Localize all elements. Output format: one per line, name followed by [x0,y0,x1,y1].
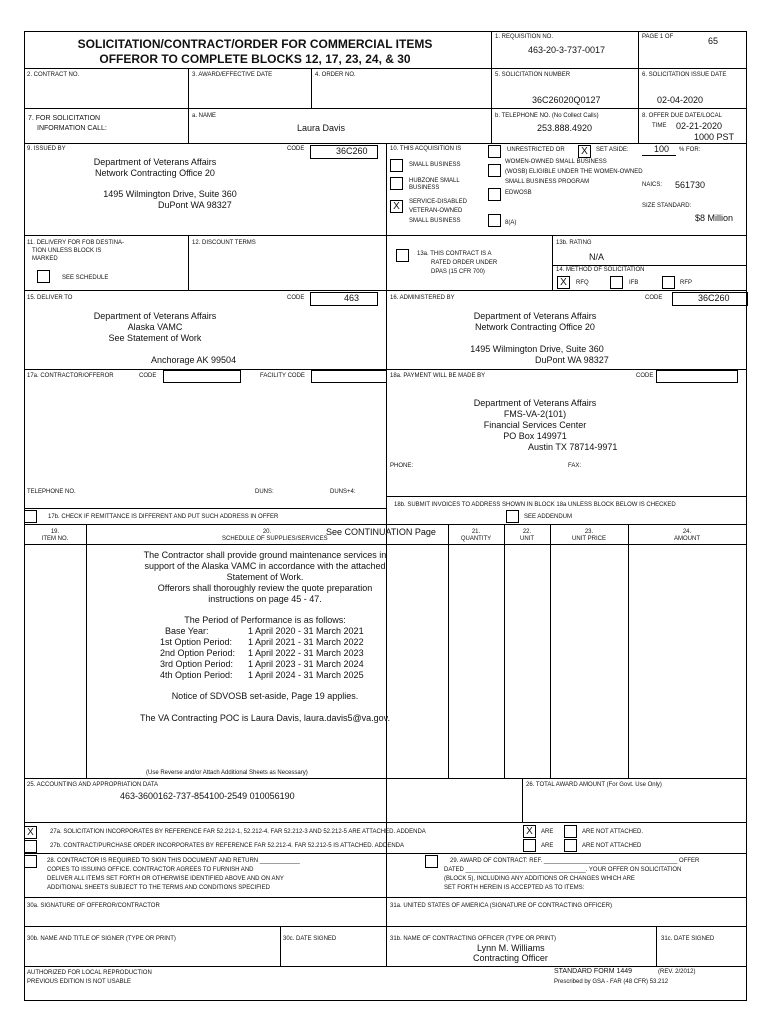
form-title-line1: SOLICITATION/CONTRACT/ORDER FOR COMMERCIAL ITEMS [77,37,433,51]
col-amount: AMOUNT [674,536,700,542]
deliver-to-line-1: Department of Veterans Affairs [93,311,217,321]
col-unit-price-num: 23. [584,529,594,535]
footer-form: STANDARD FORM 1449 [554,968,633,975]
administered-by-line-1: Department of Veterans Affairs [473,311,597,321]
payment-fax-label: FAX: [568,463,582,469]
continuation-page: See CONTINUATION Page [326,527,436,537]
issued-by-line-1: Department of Veterans Affairs [93,157,217,167]
schedule-para-1: The Contractor shall provide ground maintenance services in [143,550,387,560]
wosb-label-1: WOMEN-OWNED SMALL BUSINESS [505,159,607,165]
payment-phone-label: PHONE: [390,463,414,469]
order-no-label: 4. ORDER NO. [315,72,356,78]
28-line-2: COPIES TO ISSUING OFFICE. CONTRACTOR AGREES TO FURNISH AND [47,867,254,873]
hubzone-label-2: BUSINESS [409,185,440,191]
sdvosb-notice: Notice of SDVOSB set-aside, Page 19 applies. [171,691,359,701]
29-checkbox[interactable] [425,855,438,868]
deliver-to-line-2: Alaska VAMC [127,322,183,332]
delivery-label-1: 11. DELIVERY FOR FOB DESTINA- [27,240,125,246]
contact-phone: 253.888.4920 [537,123,593,133]
requisition-label: 1. REQUISITION NO. [495,34,554,40]
see-addendum-label: SEE ADDENDUM [524,514,573,520]
period-range-0: 1 April 2020 - 31 March 2021 [248,626,364,636]
27a-are-not-label: ARE NOT ATTACHED. [582,829,644,835]
issued-by-line-4: 1495 Wilmington Drive, Suite 360 [103,189,237,199]
issued-by-label: 9. ISSUED BY [27,146,66,152]
payment-line-3: Financial Services Center [483,420,587,430]
see-addendum-checkbox[interactable] [506,510,519,523]
wosb-label-2: (WOSB) ELIGIBLE UNDER THE WOMEN-OWNED [505,169,643,175]
col-quantity-num: 21. [471,529,481,535]
col-item-no-num: 19. [50,529,60,535]
unrestricted-checkbox[interactable] [488,145,501,158]
payment-label: 18a. PAYMENT WILL BE MADE BY [390,373,486,379]
sdvosb-label-1: SERVICE-DISABLED [409,199,467,205]
time-label: TIME [652,123,667,129]
27a-checkbox[interactable]: X [24,826,37,839]
due-time: 1000 PST [694,132,735,142]
8a-checkbox[interactable] [488,214,501,227]
page-label: PAGE 1 OF [642,34,674,40]
offeror-signature-label: 30a. SIGNATURE OF OFFEROR/CONTRACTOR [27,903,160,909]
rated-order-label-2: RATED ORDER UNDER [431,260,498,266]
28-checkbox[interactable] [24,855,37,868]
due-date: 02-21-2020 [676,121,723,131]
rating-label: 13b. RATING [556,240,592,246]
officer-signature-label: 31a. UNITED STATES OF AMERICA (SIGNATURE OF CONTRACTING OFFICER) [390,903,613,909]
payment-line-2: FMS-VA-2(101) [503,409,567,419]
27b-are-checkbox[interactable] [523,839,536,852]
period-range-4: 1 April 2024 - 31 March 2025 [248,670,364,680]
contact-name: Laura Davis [297,123,346,133]
29-line-2: DATED ____________________________________. YOUR OFFER ON SOLICITATION [444,867,682,873]
set-aside-percent: 100 [654,144,670,154]
rated-order-label-3: DPAS (15 CFR 700) [431,269,485,275]
small-business-label: SMALL BUSINESS [409,162,461,168]
signer-name-label: 30b. NAME AND TITLE OF SIGNER (TYPE OR PRINT) [27,936,176,942]
27a-are-not-checkbox[interactable] [564,825,577,838]
solicitation-number: 36C26020Q0127 [532,95,601,105]
submit-invoices-label: 18b. SUBMIT INVOICES TO ADDRESS SHOWN IN BLOCK 18a UNLESS BLOCK BELOW IS CHECKED [394,502,676,508]
set-aside-checkbox[interactable]: X [578,145,591,158]
duns4-label: DUNS+4: [330,489,356,495]
phone-label: b. TELEPHONE NO. (No Collect Calls) [495,113,599,119]
period-label-4: 4th Option Period: [160,670,233,680]
27b-text: 27b. CONTRACT/PURCHASE ORDER INCORPORATES BY REFERENCE FAR 52.212-4. FAR 52.212-5 IS ATTACHED. ADDENDA [50,843,404,849]
schedule-para-3: Statement of Work. [226,572,304,582]
col-item-no: ITEM NO. [41,536,69,542]
delivery-label-2: TION UNLESS BLOCK IS [32,248,102,254]
payment-line-4: PO Box 149971 [503,431,567,441]
administered-by-code-label: CODE [645,295,663,301]
27b-are-not-label: ARE NOT ATTACHED [582,843,642,849]
rfp-label: RFP [680,280,692,286]
col-schedule-num: 20. [262,529,272,535]
28-line-1: 28. CONTRACTOR IS REQUIRED TO SIGN THIS DOCUMENT AND RETURN ____________ [47,858,300,864]
issued-by-code-label: CODE [287,146,305,152]
page-total: 65 [708,36,719,46]
small-business-checkbox[interactable] [390,159,403,172]
period-range-3: 1 April 2023 - 31 March 2024 [248,659,364,669]
period-label-3: 3rd Option Period: [160,659,234,669]
payment-line-1: Department of Veterans Affairs [473,398,597,408]
period-title: The Period of Performance is as follows: [184,615,346,625]
8a-label: 8(A) [505,220,517,226]
delivery-label-3: MARKED [32,256,58,262]
contract-no-label: 2. CONTRACT NO. [27,72,80,78]
contractor-label: 17a. CONTRACTOR/OFFEROR [27,373,114,379]
payment-code-label: CODE [636,373,654,379]
period-label-1: 1st Option Period: [160,637,233,647]
duns-label: DUNS: [255,489,274,495]
officer-name: Lynn M. Williams [477,943,545,953]
remittance-label: 17b. CHECK IF REMITTANCE IS DIFFERENT AND PUT SUCH ADDRESS IN OFFER [48,514,279,520]
deliver-to-line-3: See Statement of Work [108,333,202,343]
period-label-2: 2nd Option Period: [160,648,236,658]
officer-date-label: 31c. DATE SIGNED [661,936,715,942]
issued-by-code: 36C260 [336,146,368,156]
29-line-3: (BLOCK 5), INCLUDING ANY ADDITIONS OR CHANGES WHICH ARE [444,876,635,882]
deliver-to-code-label: CODE [287,295,305,301]
award-date-label: 3. AWARD/EFFECTIVE DATE [192,72,273,78]
officer-title: Contracting Officer [473,953,548,963]
requisition-number: 463-20-3-737-0017 [528,45,606,55]
administered-by-line-2: Network Contracting Office 20 [475,322,595,332]
contractor-code-box[interactable] [163,370,241,383]
name-label: a. NAME [192,113,217,119]
ifb-label: IFB [629,280,639,286]
set-aside-label: SET ASIDE: [596,147,629,153]
period-range-2: 1 April 2022 - 31 March 2023 [248,648,364,658]
poc-notice: The VA Contracting POC is Laura Davis, laura.davis5@va.gov. [140,713,390,723]
administered-by-line-4: 1495 Wilmington Drive, Suite 360 [470,344,604,354]
edwosb-label: EDWOSB [505,190,532,196]
28-line-3: DELIVER ALL ITEMS SET FORTH OR OTHERWISE IDENTIFIED ABOVE AND ON ANY [47,876,284,882]
administered-by-code: 36C260 [698,293,730,303]
col-unit-price: UNIT PRICE [572,536,606,542]
see-schedule-label: SEE SCHEDULE [62,275,109,281]
naics-label: NAICS: [642,182,663,188]
see-schedule-checkbox[interactable] [37,270,50,283]
rated-order-label-1: 13a. THIS CONTRACT IS A [417,251,492,257]
rating-value: N/A [589,252,605,262]
method-label: 14. METHOD OF SOLICITATION [556,267,645,273]
29-line-4: SET FORTH HEREIN IS ACCEPTED AS TO ITEMS: [444,885,585,891]
footer-prev: PREVIOUS EDITION IS NOT USABLE [27,979,131,985]
col-quantity: QUANTITY [460,536,492,542]
27b-are-label: ARE [541,843,554,849]
unrestricted-label: UNRESTRICTED OR [507,147,565,153]
sdvosb-label-3: SMALL BUSINESS [409,218,461,224]
contractor-code-label: CODE [139,373,157,379]
info-call-label-2: INFORMATION CALL: [37,125,107,132]
offeror-date-label: 30c. DATE SIGNED [283,936,337,942]
27b-are-not-checkbox[interactable] [564,839,577,852]
administered-by-line-5: DuPont WA 98327 [535,355,609,365]
facility-code-box[interactable] [311,370,387,383]
deliver-to-code: 463 [344,293,360,303]
telephone-label: TELEPHONE NO. [27,489,76,495]
col-schedule: SCHEDULE OF SUPPLIES/SERVICES [222,536,328,542]
27b-checkbox[interactable] [24,840,37,853]
ifb-checkbox[interactable] [610,276,623,289]
solicitation-number-label: 5. SOLICITATION NUMBER [495,72,571,78]
col-unit: UNIT [520,536,534,542]
schedule-para-5: instructions on page 45 - 47. [208,594,322,604]
acquisition-label: 10. THIS ACQUISITION IS [390,146,462,152]
footer-auth: AUTHORIZED FOR LOCAL REPRODUCTION [27,970,152,976]
deliver-to-label: 15. DELIVER TO [27,295,73,301]
27a-text: 27a. SOLICITATION INCORPORATES BY REFERENCE FAR 52.212-1, 52.212-4. FAR 52.212-3 AND 52.212-5 ARE ATTACHED. ADDENDA [50,829,426,835]
period-label-0: Base Year: [165,626,209,636]
form-title-line2: OFFEROR TO COMPLETE BLOCKS 12, 17, 23, 24, & 30 [99,52,411,66]
rated-order-checkbox[interactable] [396,249,409,262]
period-range-1: 1 April 2021 - 31 March 2022 [248,637,364,647]
hubzone-checkbox[interactable] [390,177,403,190]
percent-for-label: % FOR: [679,147,701,153]
27a-are-checkbox[interactable]: X [523,825,536,838]
rfp-checkbox[interactable] [662,276,675,289]
hubzone-label-1: HUBZONE SMALL [409,178,460,184]
29-line-1: 29. AWARD OF CONTRACT: REF. ________________________________________ OFFER [450,858,700,864]
schedule-para-2: support of the Alaska VAMC in accordance with the attached [144,561,386,571]
due-date-label: 8. OFFER DUE DATE/LOCAL [642,113,722,119]
info-call-label-1: 7. FOR SOLICITATION [28,115,101,122]
sdvosb-checkbox[interactable]: X [390,200,403,213]
naics-code: 561730 [675,180,706,190]
footer-prescribed: Prescribed by GSA - FAR (48 CFR) 53.212 [554,979,669,985]
col-unit-num: 22. [522,529,532,535]
col-amount-num: 24. [682,529,692,535]
administered-by-label: 16. ADMINISTERED BY [390,295,455,301]
schedule-para-4: Offerors shall thoroughly review the quote preparation [157,583,373,593]
27a-are-label: ARE [541,829,554,835]
payment-code-box[interactable] [656,370,738,383]
issue-date-label: 6. SOLICITATION ISSUE DATE [642,72,727,78]
accounting-data: 463-3600162-737-854100-2549 010056190 [120,791,295,801]
28-line-4: ADDITIONAL SHEETS SUBJECT TO THE TERMS AND CONDITIONS SPECIFIED [47,885,270,891]
issue-date: 02-04-2020 [657,95,704,105]
footer-rev: (REV. 2/2012) [658,969,696,975]
officer-name-label: 31b. NAME OF CONTRACTING OFFICER (TYPE OR PRINT) [390,936,557,942]
deliver-to-line-5: Anchorage AK 99504 [151,355,237,365]
rfq-checkbox[interactable]: X [557,276,570,289]
edwosb-checkbox[interactable] [488,188,501,201]
remittance-checkbox[interactable] [24,510,37,523]
size-standard-label: SIZE STANDARD: [642,203,692,209]
wosb-label-3: SMALL BUSINESS PROGRAM [505,179,590,185]
total-award-label: 26. TOTAL AWARD AMOUNT (For Govt. Use Only) [526,782,662,788]
facility-code-label: FACILITY CODE [260,373,305,379]
discount-terms-label: 12. DISCOUNT TERMS [192,240,256,246]
accounting-label: 25. ACCOUNTING AND APPROPRIATION DATA [27,782,159,788]
size-standard: $8 Million [695,213,734,223]
issued-by-line-5: DuPont WA 98327 [158,200,232,210]
wosb-checkbox[interactable] [488,164,501,177]
rfq-label: RFQ [576,280,589,286]
reverse-note: (Use Reverse and/or Attach Additional Sheets as Necessary) [146,770,308,776]
issued-by-line-2: Network Contracting Office 20 [95,168,215,178]
sdvosb-label-2: VETERAN-OWNED [409,208,463,214]
payment-line-5: Austin TX 78714-9971 [528,442,618,452]
